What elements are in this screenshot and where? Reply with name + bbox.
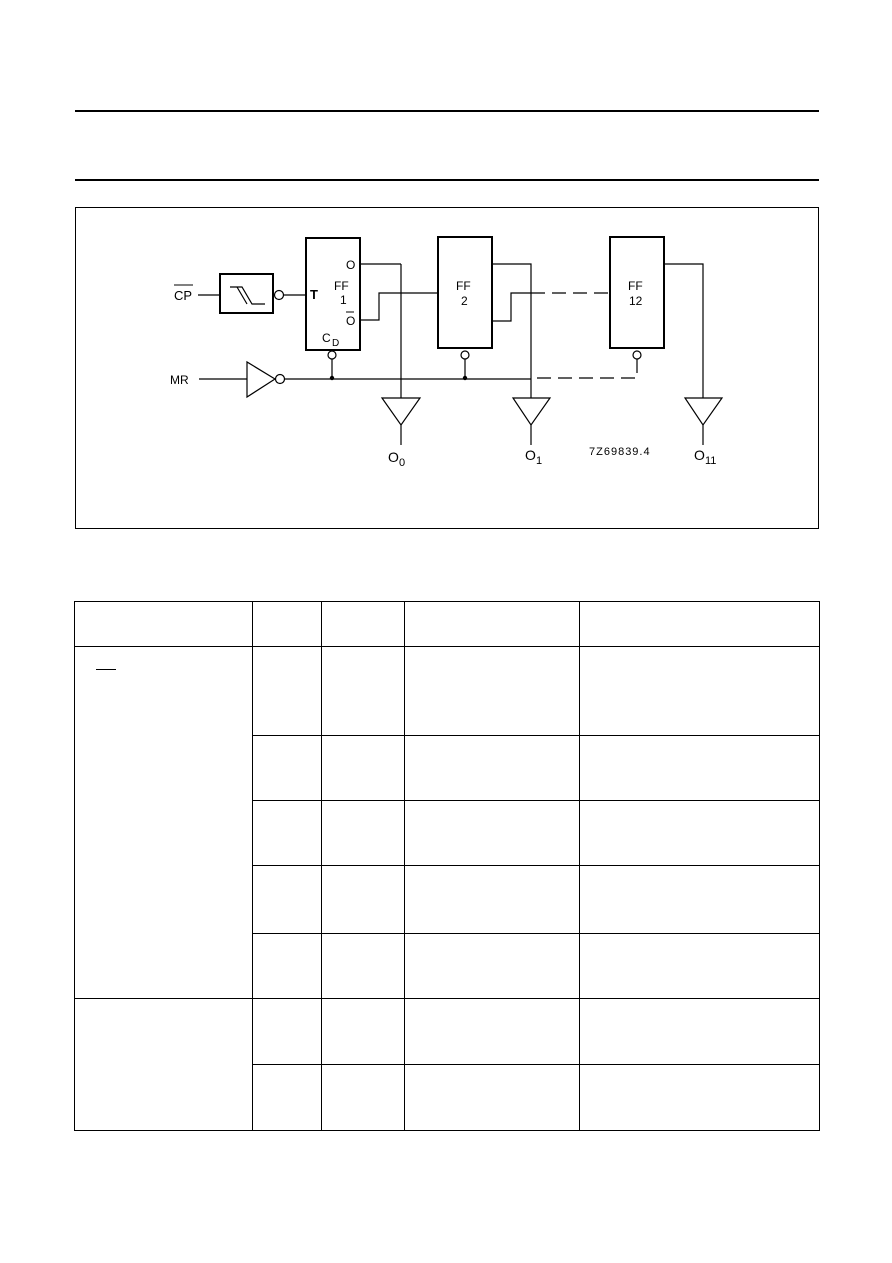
table-cell [322,866,405,934]
output-buffer-0 [382,398,420,425]
output-buffer-11 [685,398,722,425]
header-cell [75,602,253,647]
ellipsis-wire-reset [531,359,637,378]
table-cell [253,736,322,801]
header-rule-bottom [75,179,819,181]
junction-dot [463,376,467,380]
table-row [75,647,820,736]
data-table-wrapper [74,601,820,1131]
cp-label: CP [174,288,193,303]
table-cell [405,866,580,934]
table-cell [322,736,405,801]
mr-label: MR [170,373,189,387]
data-table [74,601,820,1131]
table-cell [405,801,580,866]
ff2-qbar-wire [492,293,531,321]
logic-diagram-frame [75,207,819,529]
table-cell [580,934,820,999]
ff1-qbar-pin-label: O [346,314,356,328]
ff1-cd-subscript: D [332,338,340,349]
table-cell [253,1065,322,1131]
ff12-cd-bubble [633,351,641,359]
hysteresis-icon-inner [237,287,247,304]
ff2-cd-bubble [461,351,469,359]
ff12-q-wire [664,264,703,398]
output-1-subscript: 1 [536,455,543,467]
table-cell [322,1065,405,1131]
table-header-row [75,602,820,647]
inversion-bubble [275,291,284,300]
ff12-label-line2: 12 [629,294,643,308]
table-row [75,999,820,1065]
table-cell [253,647,322,736]
output-0-subscript: 0 [399,457,406,469]
table-cell [580,866,820,934]
junction-dot [330,376,334,380]
table-cell [322,934,405,999]
table-cell [253,801,322,866]
header-cell [580,602,820,647]
table-cell [253,999,322,1065]
output-11-subscript: 11 [705,455,717,467]
mr-buffer [247,362,275,397]
ff1-label-line2: 1 [340,293,347,307]
output-1-label: O [525,447,536,463]
output-buffer-1 [513,398,550,425]
ff2-label-line2: 2 [461,294,468,308]
ff1-cd-bubble [328,351,336,359]
hysteresis-icon [230,287,265,304]
figure-code: 7Z69839.4 [589,446,651,458]
header-cell [322,602,405,647]
table-cell [405,1065,580,1131]
table-cell [580,999,820,1065]
logic-diagram [76,208,818,528]
table-cell [405,999,580,1065]
table-cell [322,999,405,1065]
mr-inversion-bubble [276,375,285,384]
output-11-label: O [694,447,705,463]
ff1-q-pin-label: O [346,258,356,272]
output-0-label: O [388,449,399,465]
ff1-cd-label: C [322,331,331,345]
table-cell [405,934,580,999]
ff1-label-line1: FF [334,279,349,293]
table-cell [253,866,322,934]
header-cell [253,602,322,647]
ff2-label-line1: FF [456,279,471,293]
ff12-label-line1: FF [628,279,643,293]
parameter-cell [75,999,253,1131]
table-cell [322,647,405,736]
table-cell [580,736,820,801]
table-cell [405,647,580,736]
ff2-q-wire [492,264,531,398]
parameter-cell [75,647,253,999]
header-rule-top [75,110,819,112]
table-cell [580,647,820,736]
ff1-t-pin-label: T [310,287,318,302]
table-cell [322,801,405,866]
table-cell [580,1065,820,1131]
table-cell [253,934,322,999]
header-cell [405,602,580,647]
ff1-qbar-wire [360,293,438,320]
table-cell [405,736,580,801]
table-cell [580,801,820,866]
